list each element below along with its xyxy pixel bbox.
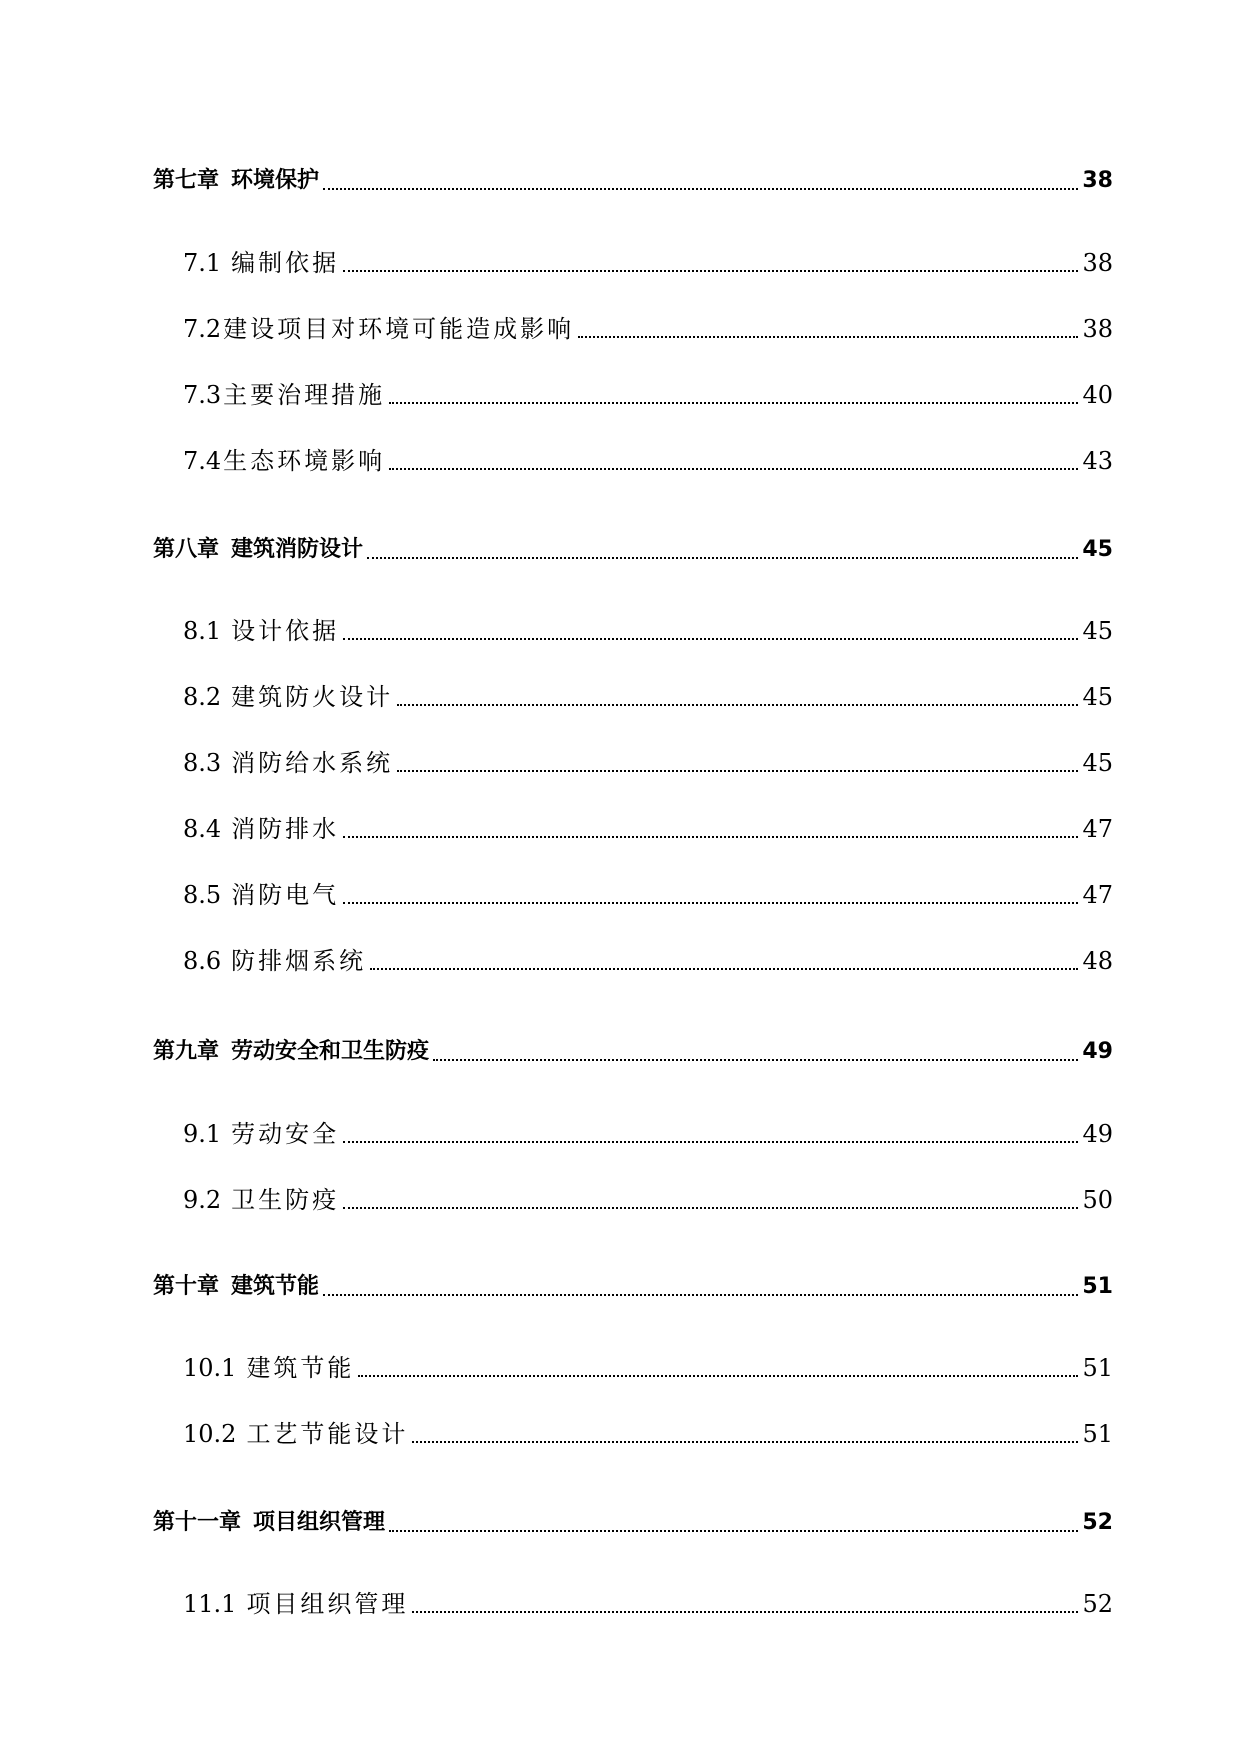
toc-section-10-2[interactable] xyxy=(183,1417,1113,1451)
toc-entry-title: 消防给水系统 xyxy=(231,749,394,777)
toc-entry-page: 45 xyxy=(1082,683,1113,711)
toc-entry-page: 51 xyxy=(1082,1420,1113,1448)
toc-entry-title: 劳动安全和卫生防疫 xyxy=(231,1039,430,1064)
toc-section-8-1[interactable] xyxy=(183,614,1113,648)
dot-leader xyxy=(397,680,1078,714)
toc-entry-page: 38 xyxy=(1082,249,1113,277)
toc-entry-title: 建筑节能 xyxy=(231,1274,320,1299)
toc-entry-page: 43 xyxy=(1082,447,1113,475)
dot-leader xyxy=(323,1271,1078,1303)
toc-entry-number: 7.2 xyxy=(183,315,222,343)
toc-entry-title: 劳动安全 xyxy=(231,1120,340,1148)
toc-entry-page: 38 xyxy=(1082,315,1113,343)
toc-entry-number: 第十章 xyxy=(153,1274,220,1299)
toc-entry-page: 45 xyxy=(1082,617,1113,645)
toc-entry-page: 51 xyxy=(1082,1274,1113,1299)
dot-leader xyxy=(343,812,1078,846)
toc-entry-number: 第十一章 xyxy=(153,1510,242,1535)
toc-section-7-3[interactable] xyxy=(183,378,1113,412)
toc-entry-title: 卫生防疫 xyxy=(231,1186,340,1214)
dot-leader xyxy=(343,1183,1078,1217)
toc-section-11-1[interactable] xyxy=(183,1587,1113,1621)
toc-entry-number: 8.1 xyxy=(183,617,222,645)
toc-section-9-1[interactable] xyxy=(183,1117,1113,1151)
toc-section-7-2[interactable] xyxy=(183,312,1113,346)
dot-leader xyxy=(578,312,1078,346)
dot-leader xyxy=(433,1036,1078,1068)
toc-entry-page: 45 xyxy=(1082,749,1113,777)
toc-entry-page: 52 xyxy=(1082,1590,1113,1618)
toc-section-8-3[interactable] xyxy=(183,746,1113,780)
toc-chapter-9[interactable] xyxy=(153,1036,1113,1068)
dot-leader xyxy=(370,944,1078,978)
toc-entry-number: 10.1 xyxy=(183,1354,237,1382)
toc-entry-title: 设计依据 xyxy=(231,617,340,645)
dot-leader xyxy=(323,165,1078,197)
toc-entry-number: 11.1 xyxy=(183,1590,237,1618)
toc-entry-page: 50 xyxy=(1082,1186,1113,1214)
toc-entry-number: 8.5 xyxy=(183,881,222,909)
toc-section-8-5[interactable] xyxy=(183,878,1113,912)
toc-entry-page: 40 xyxy=(1082,381,1113,409)
dot-leader xyxy=(397,746,1078,780)
toc-entry-number: 8.2 xyxy=(183,683,222,711)
toc-entry-page: 49 xyxy=(1082,1120,1113,1148)
toc-entry-page: 48 xyxy=(1082,947,1113,975)
toc-entry-number: 7.1 xyxy=(183,249,222,277)
toc-chapter-11[interactable] xyxy=(153,1507,1113,1539)
dot-leader xyxy=(343,246,1078,280)
toc-entry-number: 8.4 xyxy=(183,815,222,843)
dot-leader xyxy=(343,1117,1078,1151)
dot-leader xyxy=(389,444,1078,478)
dot-leader xyxy=(412,1417,1078,1451)
toc-section-8-2[interactable] xyxy=(183,680,1113,714)
dot-leader xyxy=(389,1507,1078,1539)
toc-entry-title: 建设项目对环境可能造成影响 xyxy=(223,315,575,343)
toc-chapter-7[interactable] xyxy=(153,165,1113,197)
toc-entry-page: 49 xyxy=(1082,1039,1113,1064)
toc-entry-page: 45 xyxy=(1082,537,1113,562)
toc-section-8-4[interactable] xyxy=(183,812,1113,846)
toc-chapter-10[interactable] xyxy=(153,1271,1113,1303)
dot-leader xyxy=(412,1587,1078,1621)
dot-leader xyxy=(358,1351,1078,1385)
toc-entry-number: 7.4 xyxy=(183,447,222,475)
toc-entry-title: 建筑节能 xyxy=(246,1354,355,1382)
toc-entry-page: 51 xyxy=(1082,1354,1113,1382)
toc-entry-title: 主要治理措施 xyxy=(223,381,386,409)
toc-entry-title: 生态环境影响 xyxy=(223,447,386,475)
toc-entry-title: 项目组织管理 xyxy=(246,1590,409,1618)
dot-leader xyxy=(343,878,1078,912)
toc-entry-number: 第八章 xyxy=(153,537,220,562)
toc-entry-page: 47 xyxy=(1082,815,1113,843)
toc-entry-number: 8.6 xyxy=(183,947,222,975)
toc-entry-number: 7.3 xyxy=(183,381,222,409)
dot-leader xyxy=(367,534,1078,566)
toc-entry-number: 9.1 xyxy=(183,1120,222,1148)
dot-leader xyxy=(389,378,1078,412)
toc-chapter-8[interactable] xyxy=(153,534,1113,566)
toc-entry-title: 建筑消防设计 xyxy=(231,537,364,562)
toc-entry-title: 消防排水 xyxy=(231,815,340,843)
toc-entry-title: 工艺节能设计 xyxy=(246,1420,409,1448)
toc-entry-title: 环境保护 xyxy=(231,168,320,193)
toc-entry-title: 消防电气 xyxy=(231,881,340,909)
toc-entry-number: 第九章 xyxy=(153,1039,220,1064)
toc-section-7-4[interactable] xyxy=(183,444,1113,478)
toc-entry-number: 第七章 xyxy=(153,168,220,193)
toc-entry-title: 建筑防火设计 xyxy=(231,683,394,711)
toc-entry-title: 项目组织管理 xyxy=(253,1510,386,1535)
dot-leader xyxy=(343,614,1078,648)
toc-entry-title: 编制依据 xyxy=(231,249,340,277)
toc-section-9-2[interactable] xyxy=(183,1183,1113,1217)
toc-entry-page: 52 xyxy=(1082,1510,1113,1535)
toc-entry-page: 47 xyxy=(1082,881,1113,909)
toc-entry-title: 防排烟系统 xyxy=(231,947,367,975)
toc-section-7-1[interactable] xyxy=(183,246,1113,280)
toc-entry-number: 8.3 xyxy=(183,749,222,777)
toc-entry-number: 10.2 xyxy=(183,1420,237,1448)
toc-section-10-1[interactable] xyxy=(183,1351,1113,1385)
toc-entry-page: 38 xyxy=(1082,168,1113,193)
toc-section-8-6[interactable] xyxy=(183,944,1113,978)
toc-entry-number: 9.2 xyxy=(183,1186,222,1214)
